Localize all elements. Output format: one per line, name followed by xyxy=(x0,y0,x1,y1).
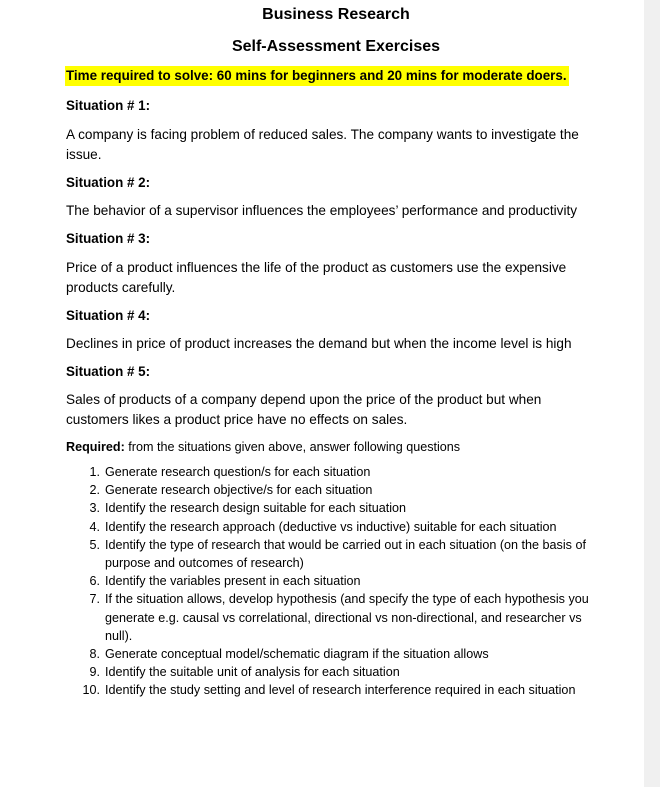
situation-2-text: The behavior of a supervisor influences the employees’ performance and productivity xyxy=(66,203,578,218)
list-item-number: 9. xyxy=(89,665,100,680)
list-item xyxy=(82,499,607,517)
list-item xyxy=(82,481,607,499)
list-item xyxy=(82,463,607,481)
list-item-number: 3. xyxy=(89,501,100,516)
situation-4-heading: Situation # 4: xyxy=(66,308,151,323)
list-item xyxy=(82,536,607,572)
situation-3-heading: Situation # 3: xyxy=(66,231,151,246)
list-item xyxy=(82,663,607,681)
list-item-text: Generate conceptual model/schematic diagram if the situation allows xyxy=(105,647,489,662)
list-item-text: If the situation allows, develop hypothesis (and specify the type of each hypothesis you generate e.g. causal vs correlational, directional vs non-directional, and researcher vs null). xyxy=(105,592,589,643)
list-item-number: 10. xyxy=(82,683,100,698)
list-item xyxy=(82,681,607,699)
situation-4-text: Declines in price of product increases the demand but when the income level is high xyxy=(66,336,572,351)
situation-5-heading: Situation # 5: xyxy=(66,364,151,379)
list-item xyxy=(82,572,607,590)
list-item-number: 5. xyxy=(89,537,100,552)
list-item-text: Generate research objective/s for each situation xyxy=(105,483,373,498)
required-text: from the situations given above, answer following questions xyxy=(124,440,461,454)
list-item-text: Identify the research approach (deductive vs inductive) suitable for each situation xyxy=(105,519,557,534)
requirements-list xyxy=(82,463,607,700)
required-label: Required: xyxy=(66,440,125,454)
list-item-number: 4. xyxy=(89,519,100,534)
list-item-number: 8. xyxy=(89,647,100,662)
list-item-number: 1. xyxy=(89,465,100,479)
list-item-text: Generate research question/s for each situation xyxy=(105,465,371,479)
scrollbar-track[interactable] xyxy=(644,0,660,787)
time-required-note: Time required to solve: 60 mins for beginners and 20 mins for moderate doers. xyxy=(65,66,569,86)
list-item-text: Identify the variables present in each situation xyxy=(105,574,361,589)
document-subtitle: Self-Assessment Exercises xyxy=(231,38,441,55)
list-item-text: Identify the type of research that would be carried out in each situation (on the basis of purpose and outcomes of research) xyxy=(105,537,586,571)
list-item xyxy=(82,645,607,663)
list-item-number: 2. xyxy=(89,483,100,498)
list-item-text: Identify the suitable unit of analysis for each situation xyxy=(105,665,400,680)
list-item xyxy=(82,590,607,645)
situation-1-heading: Situation # 1: xyxy=(66,98,151,113)
list-item-number: 6. xyxy=(89,574,100,589)
list-item xyxy=(82,518,607,536)
document-title: Business Research xyxy=(262,6,410,23)
situation-5-text: Sales of products of a company depend upon the price of the product but when customers likes a product price have no effects on sales. xyxy=(66,392,542,427)
list-item-text: Identify the study setting and level of research interference required in each situation xyxy=(105,683,576,698)
situation-2-heading: Situation # 2: xyxy=(66,175,151,190)
situation-3-text: Price of a product influences the life of the product as customers use the expensive products carefully. xyxy=(66,260,567,295)
list-item-text: Identify the research design suitable for each situation xyxy=(105,501,407,516)
list-item-number: 7. xyxy=(89,592,100,607)
required-instruction xyxy=(66,438,460,456)
situation-1-text: A company is facing problem of reduced sales. The company wants to investigate the issue. xyxy=(66,127,579,162)
